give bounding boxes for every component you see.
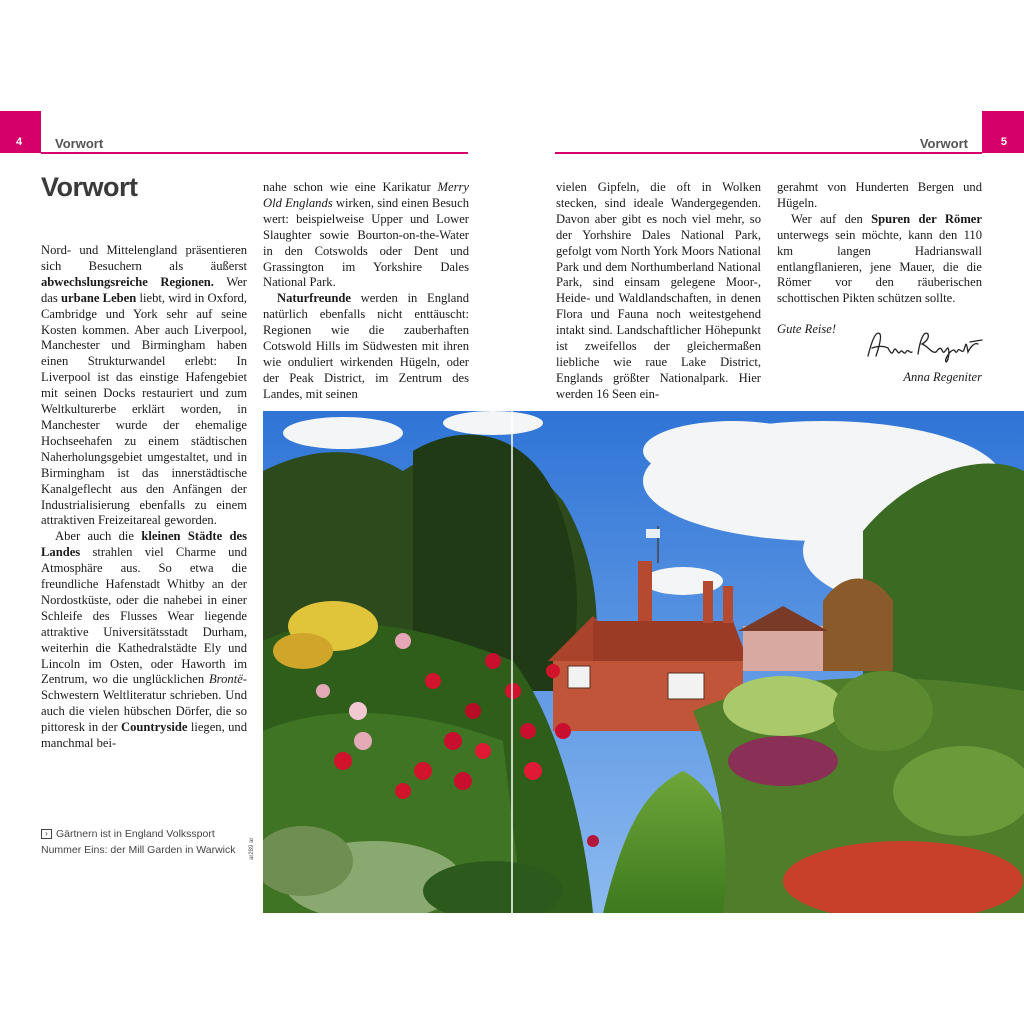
text-run: -Schwestern Weltliteratur schrieben. Und auch die vielen hübschen Dörfer, die so pittoresk in der — [41, 672, 247, 735]
italic-run: Merry Old Englands — [263, 180, 469, 210]
emphasis: urbane Leben — [61, 290, 137, 305]
left-header-rule — [41, 152, 468, 154]
photo-credit-text: ar289 ar — [249, 837, 255, 860]
emphasis: Countryside — [121, 720, 188, 735]
text-column-1 — [41, 243, 247, 752]
text-column-4 — [777, 180, 982, 307]
author-name: Anna Regeniter — [903, 370, 982, 384]
text-run: liegen, und manchmal bei- — [41, 720, 247, 751]
emphasis: abwechslungsreiche Regionen. — [41, 274, 214, 289]
emphasis: kleinen Städte des Landes — [41, 529, 248, 560]
text-run: werden in England natürlich ebenfalls nicht enttäuscht: Regionen wie die zauberhaften Cotswold Hills im Südwesten mit ihren wie onduliert wirkenden Hügeln, oder der Peak District, im Zentrum des Landes, mit seinen — [263, 291, 469, 401]
right-page-number: 5 — [1000, 136, 1007, 148]
text-column-3 — [556, 180, 761, 403]
paragraph-nature-cont: vielen Gipfeln, die oft in Wolken stecken, sind ideale Wandergegenden. Davon aber gibt es noch viel mehr, so der Yorhshire Dales National Park, gefolgt vom North York Moors National Park und dem Northumberland National Park, sind einsam gelegene Moor-, Heide- und Waldlandschaften, in denen Flora und Fauna noch weitestgehend intakt sind. Landschaftlicher Höhepunkt ist zweifellos der gleichermaßen liebliche wie raue Lake District, Englands größter Nationalpark. Hier werden 16 Seen ein- — [556, 180, 761, 401]
italic-run: Brontë — [208, 672, 243, 687]
arrow-box-icon: › — [41, 829, 52, 839]
emphasis: Spuren der Römer — [871, 211, 982, 226]
photo-credit — [249, 830, 259, 860]
text-run: strahlen viel Charme und Atmosphäre aus. So etwa die freundliche Hafenstadt Whitby an der Nordostküste, oder die nahebei in einer Schleife des Flusses Wear liegende attraktive Universitätsstadt Durham, weiterhin die Kathedralstädte Ely und Lincoln im Osten, oder Haworth im Zentrum, wo die unglücklichen — [41, 545, 247, 687]
text-run: wirken, sind einen Besuch wert: beispielweise Upper und Lower Slaughter sowie Bourton-on-the-Water in den Cotswolds oder Dent und Grassington im Yorkshire Dales National Park. — [263, 195, 469, 290]
text-run: nahe schon wie eine Karikatur — [263, 180, 438, 194]
garden-photo-illustration — [263, 411, 1024, 913]
left-page-number: 4 — [16, 136, 23, 148]
text-run: Wer das — [41, 274, 247, 305]
text-column-2 — [263, 180, 469, 403]
right-header-rule — [555, 152, 982, 154]
left-running-head: Vorwort — [55, 136, 104, 151]
text-run: Nord- und Mittelengland präsentieren sich Besuchern als äußerst — [41, 243, 247, 273]
paragraph-romans — [777, 212, 982, 307]
garden-photo — [263, 411, 1024, 913]
author-signature — [862, 322, 987, 366]
photo-caption — [41, 826, 247, 858]
left-page-number-tab — [0, 111, 41, 153]
caption-text: Gärtnern ist in England Volkssport Nummer Eins: der Mill Garden in Warwick — [41, 828, 236, 856]
text-run: Aber auch die — [55, 529, 142, 544]
emphasis: Naturfreunde — [277, 291, 351, 306]
paragraph-nature — [263, 291, 469, 402]
paragraph-towns-cont — [263, 180, 469, 291]
paragraph-intro — [41, 243, 247, 529]
paragraph-nature-end: gerahmt von Hunderten Bergen und Hügeln. — [777, 180, 982, 210]
closing-greeting: Gute Reise! — [777, 322, 837, 336]
chapter-title: Vorwort — [41, 172, 138, 202]
right-running-head: Vorwort — [919, 136, 968, 151]
right-page-number-tab — [982, 111, 1024, 153]
text-run: unterwegs sein möchte, kann den 110 km langen Hadrianswall entlangflanieren, jene Mauer, die die Römer vor den räuberischen schottischen Pikten schützen sollte. — [777, 227, 982, 306]
right-flower-bed — [693, 671, 1024, 913]
text-run: liebt, wird in Oxford, Cambridge und York sehr auf seine Kosten kommen. Aber auch Liverpool, Manchester und Birmingham haben einen Strukturwandel erlebt: In Liverpool ist das einstige Hafengebiet mit seinen Docks restauriert und zum Weltkulturerbe erklärt worden, in Manchester wurde der ehemalige Hochseehafen zu einem städtischen Naherholungsgebiet umgestaltet, und in Birmingham ist das innerstädtische Kanalgeflecht aus den Anfängen der Industrialisierung ebenfalls zu einem attraktiven Freizeitareal geworden. — [41, 290, 248, 528]
paragraph-towns — [41, 529, 247, 752]
text-run: Wer auf den — [791, 211, 872, 226]
